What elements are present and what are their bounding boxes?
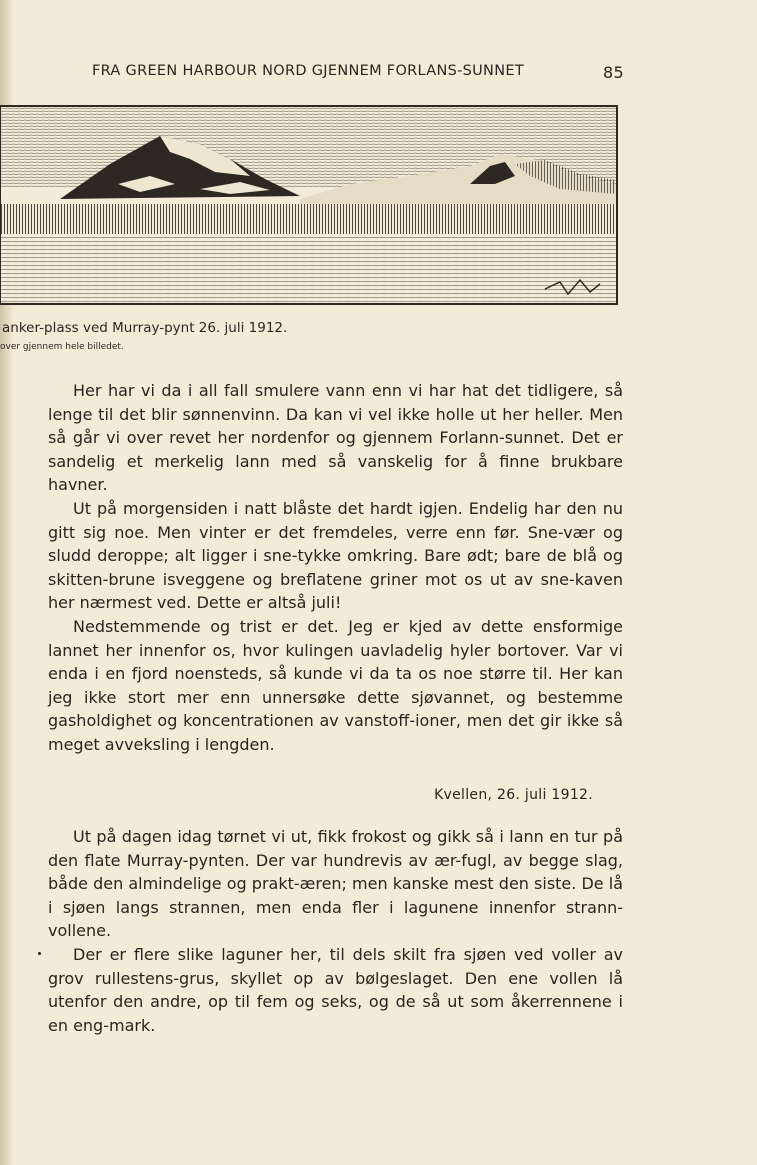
paragraph-1: Her har vi da i all fall smulere vann enn vi har hat det tidligere, så lenge til det blir sønnenvinn. Da kan vi vel ikke holle ut her heller. Men så går vi over revet her nordenfor og gjennem Forlann-sunnet. Det er sandelig et merkelig lann med så vanskelig for å finne brukbare havner.	[48, 381, 623, 495]
page-number: 85	[603, 63, 624, 82]
landscape-illustration	[0, 104, 620, 307]
paragraph-5: Der er flere slike laguner her, til dels skilt fra sjøen ved voller av grov rullestens-grus, skyllet op av bølgeslaget. Den ene vollen lå utenfor den andre, op til fem og seks, og de så ut som åkerrennene i en eng-mark.	[48, 945, 623, 1035]
dateline: Kvellen, 26. juli 1912.	[434, 786, 593, 803]
running-title: FRA GREEN HARBOUR NORD GJENNEM FORLANS-SUNNET	[92, 63, 524, 79]
caption-line-2: over gjennem hele billedet.	[0, 342, 124, 352]
margin-mark	[38, 952, 41, 955]
water-hatching	[1, 234, 616, 302]
paragraph-2: Ut på morgensiden i natt blåste det hardt igjen. Endelig har den nu gitt sig noe. Men vinter er det fremdeles, verre enn før. Sne-vær og sludd deroppe; alt ligger i sne-tykke omkring. Bare ødt; bare de blå og skitten-brune isveggene og breflatene griner mot os ut av sne-kaven her nærmest ved. Dette er altså juli!	[48, 498, 623, 613]
glacier-front	[1, 204, 616, 234]
caption-line-1: anker-plass ved Murray-pynt 26. juli 1912.	[2, 320, 288, 336]
paragraph-4: Ut på dagen idag tørnet vi ut, fikk frokost og gikk så i lann en tur på den flate Murray-pynten. Der var hundrevis av ær-fugl, av begge slag, både den almindelige og prakt-æren; men kanske mest den siste. De lå i sjøen langs strannen, men enda fler i lagunene innenfor strann-vollene.	[48, 827, 623, 941]
body-text	[48, 379, 623, 1037]
paragraph-3: Nedstemmende og trist er det. Jeg er kjed av dette ensformige lannet her innenfor os, hvor kulingen uavladelig hyler bortover. Var vi enda i en fjord noensteds, så kunde vi da ta os noe større til. Her kan jeg ikke stort mer enn unnersøke dette sjøvannet, og bestemme gasholdighet og koncentrationen av vanstoff-ioner, men det gir ikke så meget avveksling i lengden.	[48, 616, 623, 754]
